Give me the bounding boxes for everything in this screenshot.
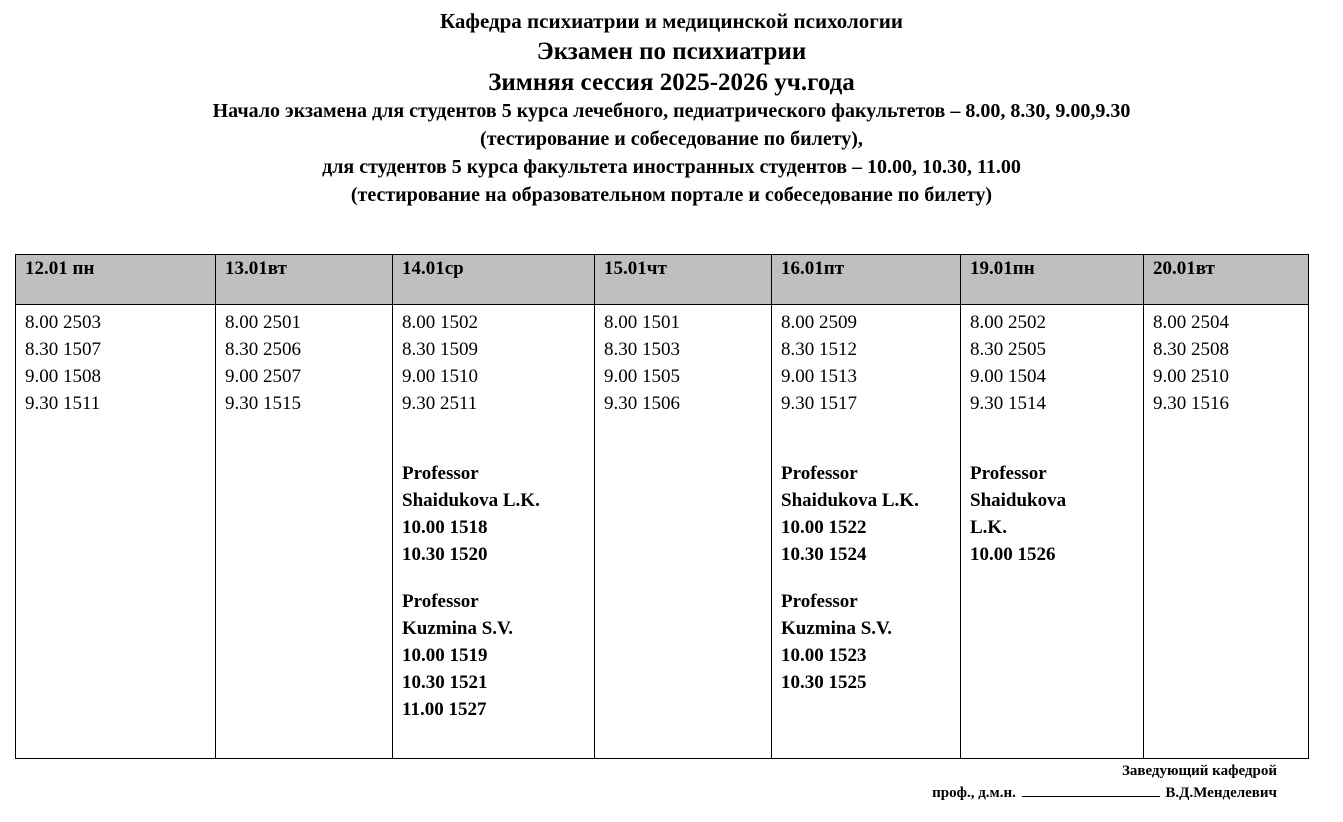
start-time-line-1: Начало экзамена для студентов 5 курса лечебного, педиатрического факультетов – 8.00, 8.30, 9.00,9.30 bbox=[212, 100, 1131, 122]
time-slot: 8.30 2508 bbox=[1153, 339, 1229, 360]
professor-line: L.K. bbox=[970, 517, 1007, 538]
signature-name: В.Д.Менделевич bbox=[1165, 785, 1277, 801]
time-slot: 8.30 1507 bbox=[25, 339, 101, 360]
day-cell bbox=[1144, 305, 1309, 759]
professor-line: Kuzmina S.V. bbox=[781, 618, 893, 639]
day-header: 13.01вт bbox=[216, 255, 393, 305]
professor-line: 10.30 1520 bbox=[402, 544, 488, 565]
day-header: 19.01пн bbox=[961, 255, 1144, 305]
professor-line: 10.30 1525 bbox=[781, 672, 867, 693]
time-slot: 9.00 2510 bbox=[1153, 366, 1229, 387]
day-cell bbox=[772, 305, 961, 759]
professor-label: Professor bbox=[402, 463, 479, 484]
time-slot: 9.00 1510 bbox=[402, 366, 478, 387]
document-header bbox=[0, 6, 1343, 209]
exam-title: Экзамен по психиатрии bbox=[536, 38, 807, 65]
time-slot: 8.00 1502 bbox=[402, 312, 478, 333]
professor-line: 10.00 1523 bbox=[781, 645, 867, 666]
department-title: Кафедра психиатрии и медицинской психологии bbox=[439, 9, 904, 33]
professor-line: 10.30 1524 bbox=[781, 544, 867, 565]
day-header: 16.01пт bbox=[772, 255, 961, 305]
day-cell bbox=[595, 305, 772, 759]
professor-label: Professor bbox=[970, 463, 1047, 484]
signature-position: Заведующий кафедрой bbox=[1121, 763, 1277, 779]
time-slot: 8.00 2504 bbox=[1153, 312, 1229, 333]
professor-block bbox=[402, 460, 585, 568]
day-header: 12.01 пн bbox=[16, 255, 216, 305]
professor-line: 10.00 1519 bbox=[402, 645, 488, 666]
schedule-header-row bbox=[16, 255, 1309, 305]
time-slot: 9.30 1517 bbox=[781, 393, 857, 414]
signature-line bbox=[932, 783, 1277, 802]
schedule-table bbox=[15, 254, 1309, 759]
time-slot: 9.00 1505 bbox=[604, 366, 680, 387]
time-slot: 8.00 2501 bbox=[225, 312, 301, 333]
time-slot: 8.30 1503 bbox=[604, 339, 680, 360]
professor-block bbox=[402, 588, 585, 723]
schedule-body-row bbox=[16, 305, 1309, 759]
time-slot: 9.30 1511 bbox=[25, 393, 101, 414]
professor-line: Shaidukova L.K. bbox=[402, 490, 540, 511]
time-slot: 8.00 2503 bbox=[25, 312, 101, 333]
time-slot: 9.30 2511 bbox=[402, 393, 478, 414]
time-slot: 9.00 1504 bbox=[970, 366, 1046, 387]
time-slot: 9.00 1513 bbox=[781, 366, 857, 387]
day-cell bbox=[16, 305, 216, 759]
time-slot: 8.30 2505 bbox=[970, 339, 1046, 360]
professor-label: Professor bbox=[781, 463, 858, 484]
start-time-line-2: для студентов 5 курса факультета иностранных студентов – 10.00, 10.30, 11.00 bbox=[322, 156, 1021, 178]
time-slot: 9.30 1506 bbox=[604, 393, 680, 414]
day-header: 14.01ср bbox=[393, 255, 595, 305]
time-slot: 9.00 2507 bbox=[225, 366, 301, 387]
professor-line: 10.00 1518 bbox=[402, 517, 488, 538]
exam-note-1: (тестирование и собеседование по билету), bbox=[480, 128, 863, 150]
professor-line: 10.00 1522 bbox=[781, 517, 867, 538]
time-slot: 8.30 2506 bbox=[225, 339, 301, 360]
day-cell bbox=[393, 305, 595, 759]
time-slot: 8.00 2509 bbox=[781, 312, 857, 333]
time-slot: 9.00 1508 bbox=[25, 366, 101, 387]
day-cell bbox=[961, 305, 1144, 759]
professor-label: Professor bbox=[781, 591, 858, 612]
professor-block bbox=[781, 588, 951, 696]
day-header: 20.01вт bbox=[1144, 255, 1309, 305]
time-slot: 8.00 1501 bbox=[604, 312, 680, 333]
time-slot: 9.30 1516 bbox=[1153, 393, 1229, 414]
professor-line: Kuzmina S.V. bbox=[402, 618, 514, 639]
day-cell bbox=[216, 305, 393, 759]
professor-line: 10.00 1526 bbox=[970, 544, 1056, 565]
day-header: 15.01чт bbox=[595, 255, 772, 305]
professor-label: Professor bbox=[402, 591, 479, 612]
time-slot: 8.30 1512 bbox=[781, 339, 857, 360]
signature-title: проф., д.м.н. bbox=[932, 785, 1016, 801]
professor-block bbox=[781, 460, 951, 568]
professor-line: Shaidukova bbox=[970, 490, 1067, 511]
professor-line: 11.00 1527 bbox=[402, 699, 487, 720]
exam-note-2: (тестирование на образовательном портале и собеседование по билету) bbox=[350, 184, 993, 206]
time-slot: 8.30 1509 bbox=[402, 339, 478, 360]
professor-line: Shaidukova L.K. bbox=[781, 490, 919, 511]
professor-block bbox=[970, 460, 1134, 568]
time-slot: 9.30 1514 bbox=[970, 393, 1046, 414]
time-slot: 8.00 2502 bbox=[970, 312, 1046, 333]
session-title: Зимняя сессия 2025-2026 уч.года bbox=[488, 69, 855, 96]
professor-line: 10.30 1521 bbox=[402, 672, 488, 693]
signature-blank bbox=[1022, 783, 1160, 797]
time-slot: 9.30 1515 bbox=[225, 393, 301, 414]
